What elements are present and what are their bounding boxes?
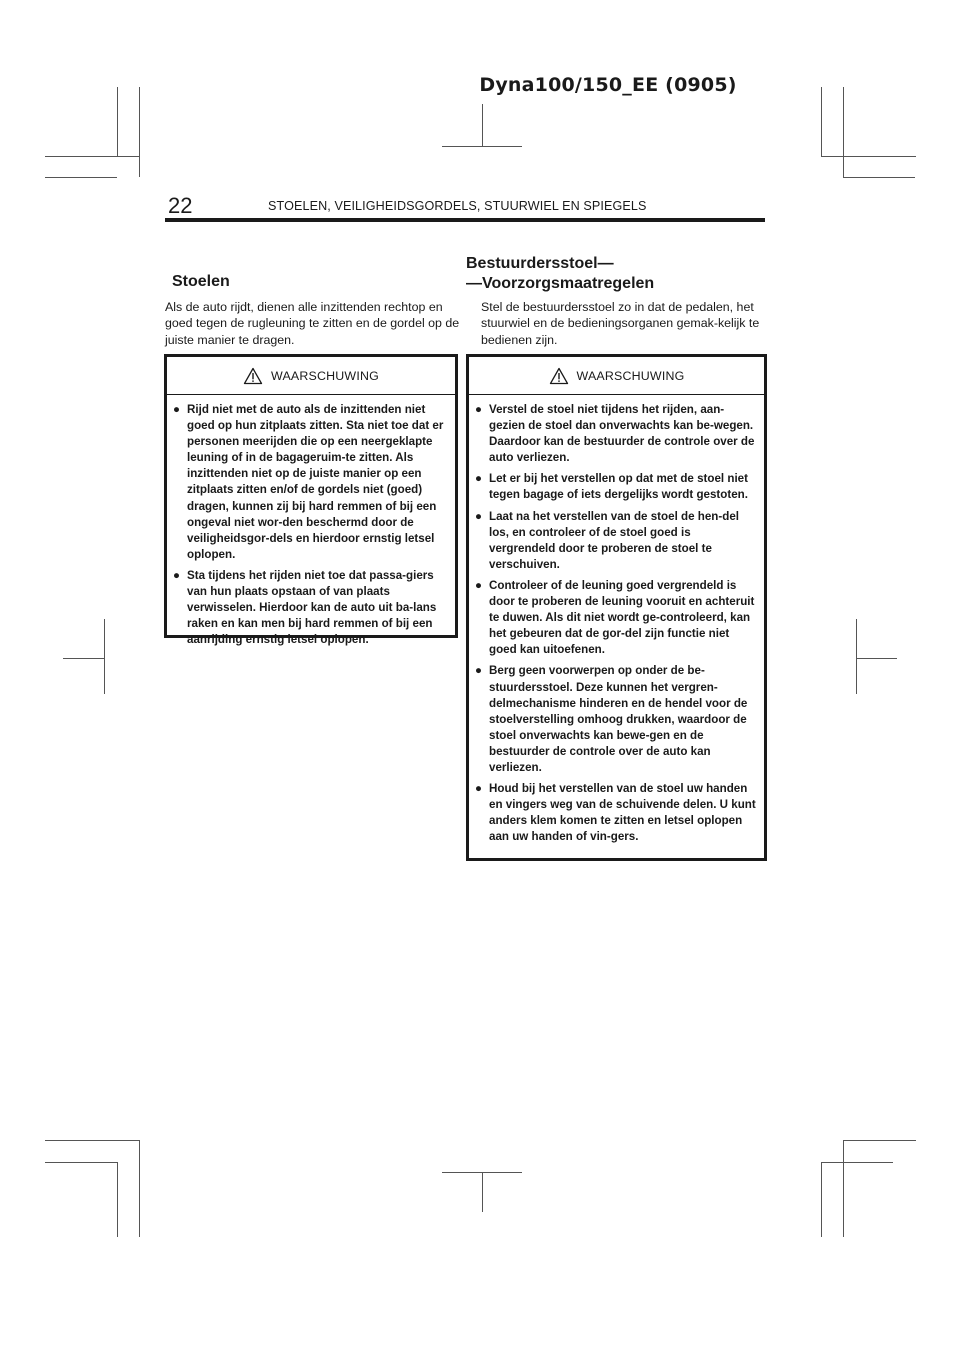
warning-item: ● Sta tijdens het rijden niet toe dat passa-giers van hun plaats opstaan of van plaats verwisselen. Hierdoor kan de auto uit ba-lans raken en kan men bij hard remmen of bij een aanrijding ernstig letsel oplopen. — [173, 568, 437, 647]
crop-mark — [843, 87, 844, 177]
crop-mark — [45, 1162, 117, 1163]
page-number: 22 — [168, 193, 193, 218]
warning-list — [167, 395, 455, 648]
crop-mark — [821, 156, 916, 157]
crop-mark — [45, 1140, 140, 1141]
crop-mark — [117, 1162, 118, 1237]
crop-mark — [482, 104, 483, 147]
warning-item: ● Let er bij het verstellen op dat met de stoel niet tegen bagage of iets dergelijks wordt gestoten. — [475, 472, 748, 502]
warning-list — [469, 395, 764, 845]
crop-mark — [821, 1162, 822, 1237]
warning-item: ● Rijd niet met de auto als de inzittenden niet goed op hun zitplaats zitten. Sta niet toe dat er personen meerijden die op een neergeklapte leuning of in de bagageruim-te zitten. Als inzittenden niet op de juiste manier op een zitplaats zitten en/of de gordels niet (goed) dragen, kunnen zij bij hard remmen of bij een ongeval niet wor-den beschermd door de veiligheidsgor-dels en hierdoor ernstig letsel oplopen. — [173, 403, 444, 561]
crop-mark — [843, 1140, 844, 1237]
bullet-icon: ● — [475, 403, 483, 416]
crop-mark — [45, 156, 140, 157]
warning-item: ● Laat na het verstellen van de stoel de hen-del los, en controleer of de stoel goed is vergrendeld door te proberen de stoel te verschuiven. — [475, 509, 739, 571]
crop-mark — [63, 658, 104, 659]
crop-mark — [117, 87, 118, 157]
warning-label: WAARSCHUWING — [576, 368, 685, 383]
crop-mark — [482, 1172, 483, 1212]
crop-mark — [843, 1140, 916, 1141]
bullet-icon: ● — [475, 509, 483, 523]
crop-mark — [139, 1140, 140, 1237]
bullet-icon: ● — [173, 568, 181, 582]
warning-label: WAARSCHUWING — [271, 368, 379, 383]
crop-mark — [45, 177, 117, 178]
crop-mark — [856, 658, 897, 659]
crop-mark — [104, 619, 105, 694]
warning-box-bestuurdersstoel — [466, 354, 767, 861]
warning-item: ● Verstel de stoel niet tijdens het rijden, aan-gezien de stoel dan onverwachts kan be-wegen. Daardoor kan de bestuurder de controle over de auto verliezen. — [475, 403, 755, 465]
crop-mark — [442, 146, 522, 147]
section-intro-bestuurdersstoel: Stel de bestuurdersstoel zo in dat de pedalen, het stuurwiel en de bedieningsorganen gemak-kelijk te bedienen zijn. — [481, 300, 760, 347]
section-title-stoelen: Stoelen — [172, 273, 230, 290]
warning-triangle-icon — [549, 367, 569, 385]
bullet-icon: ● — [173, 403, 181, 416]
crop-mark — [856, 619, 857, 694]
crop-mark — [821, 1162, 893, 1163]
section-intro-stoelen: Als de auto rijdt, dienen alle inzittenden rechtop en goed tegen de rugleuning te zitten en de gordel op de juiste manier te dragen. — [165, 300, 460, 347]
warning-item: ● Houd bij het verstellen van de stoel uw handen en vingers weg van de schuivende delen. U kunt anders klem komen te zitten en letsel oplopen aan uw handen of vin-gers. — [475, 782, 756, 844]
section-title-bestuurdersstoel: Bestuurdersstoel— —Voorzorgsmaatregelen — [466, 255, 655, 292]
bullet-icon: ● — [475, 782, 483, 796]
running-head: STOELEN, VEILIGHEIDSGORDELS, STUURWIEL EN SPIEGELS — [268, 199, 647, 213]
crop-mark — [843, 177, 915, 178]
bullet-icon: ● — [475, 472, 483, 486]
bullet-icon: ● — [475, 578, 483, 592]
header-rule — [165, 218, 765, 222]
warning-item: ● Berg geen voorwerpen op onder de be-stuurdersstoel. Deze kunnen het vergren-delmechanisme hinderen en de hendel voor de stoelverstelling omhoog drukken, waardoor de stoel onverwachts kan bewe-gen en de bestuurder de controle over de auto kan verliezen. — [475, 664, 748, 774]
warning-header — [469, 357, 764, 395]
warning-header — [167, 357, 455, 395]
warning-item: ● Controleer of de leuning goed vergrendeld is door te proberen de leuning vooruit en achteruit te duwen. Als dit niet wordt ge-controleerd, kan het gebeuren dat de gor-del zijn functie niet goed kan uitoefenen. — [475, 578, 755, 657]
crop-mark — [139, 87, 140, 177]
warning-triangle-icon — [243, 367, 263, 385]
bullet-icon: ● — [475, 664, 483, 678]
document-code: Dyna100/150_EE (0905) — [479, 74, 737, 96]
warning-box-stoelen — [164, 354, 458, 647]
crop-mark — [821, 87, 822, 157]
